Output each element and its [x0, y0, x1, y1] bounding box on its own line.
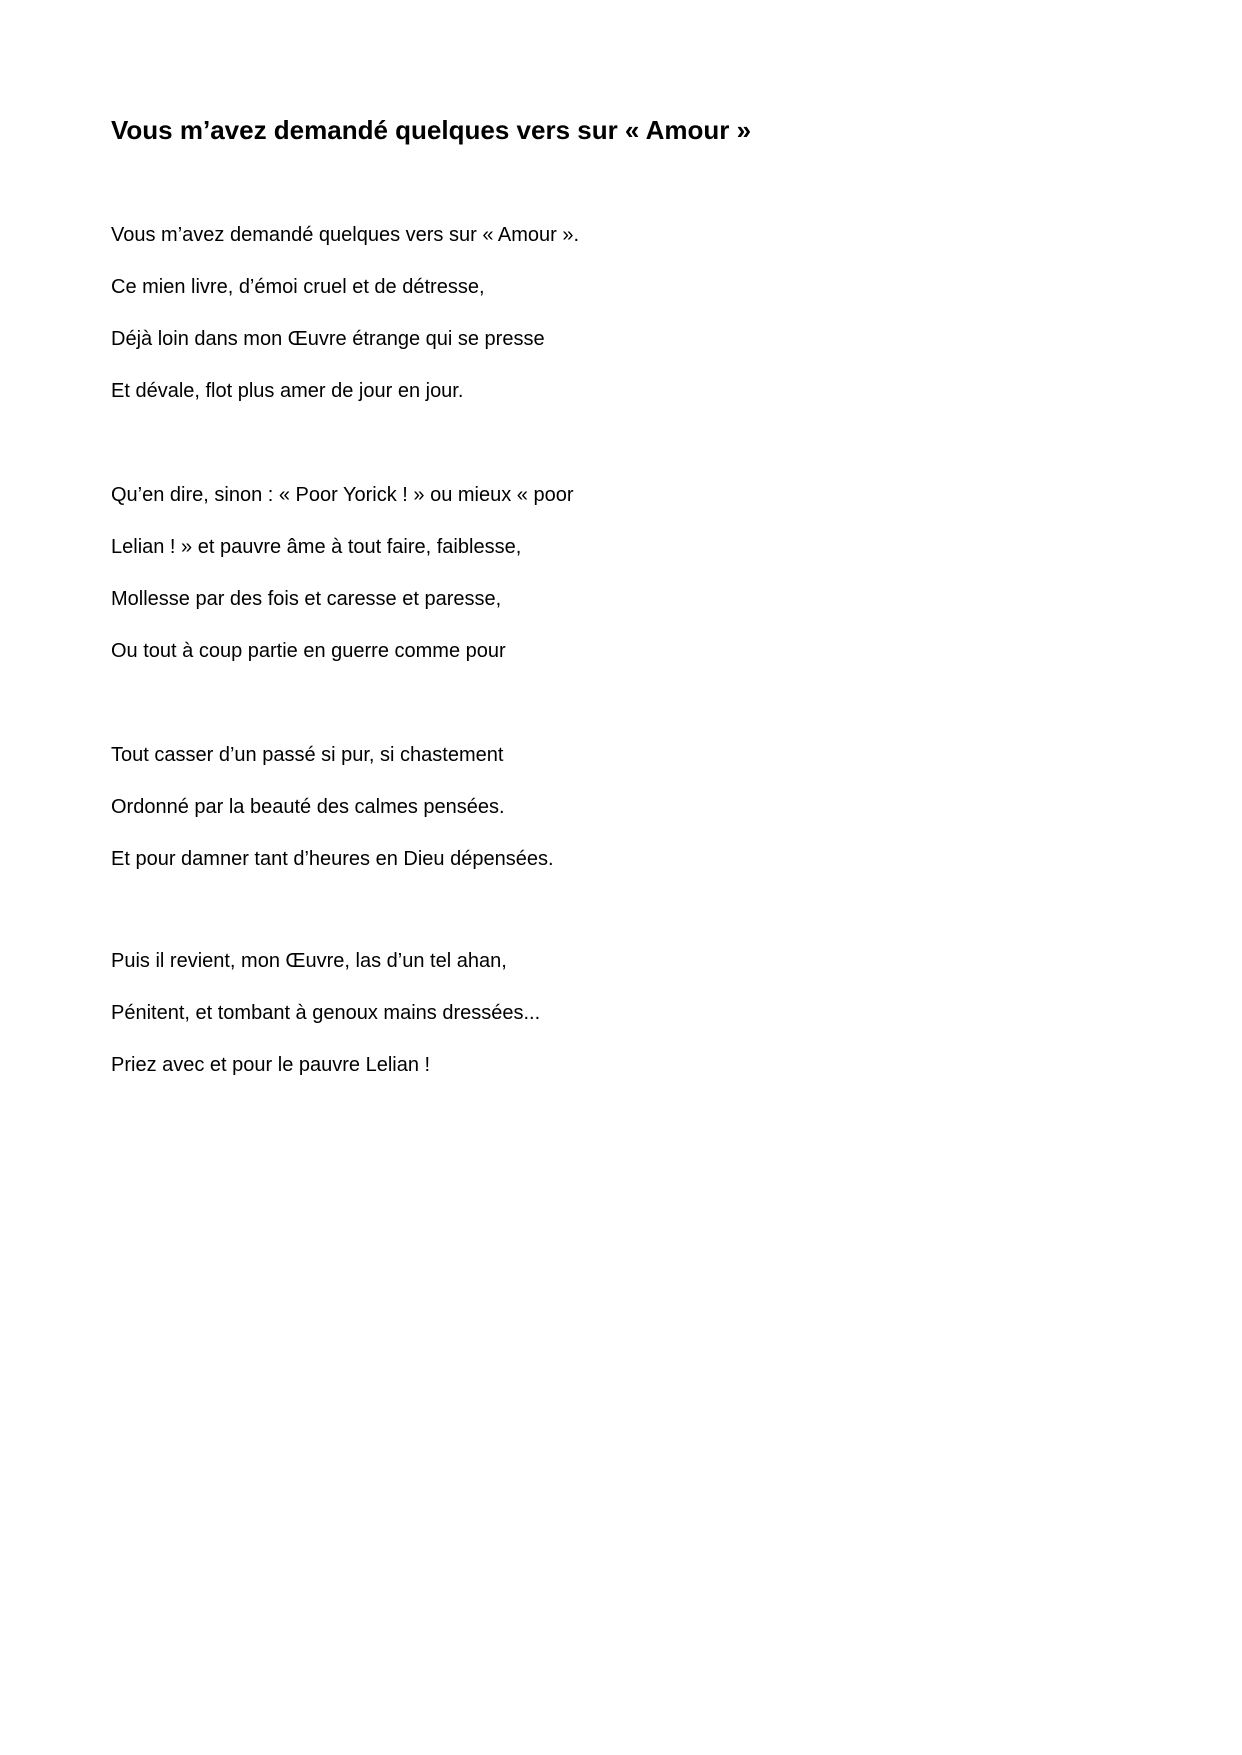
verse-line: Priez avec et pour le pauvre Lelian ! [111, 1054, 431, 1076]
verse-line: Qu’en dire, sinon : « Poor Yorick ! » ou mieux « poor [111, 484, 574, 506]
verse-line: Et dévale, flot plus amer de jour en jour. [111, 380, 464, 402]
verse-line: Vous m’avez demandé quelques vers sur « Amour ». [111, 224, 580, 246]
verse-line: Pénitent, et tombant à genoux mains dressées... [111, 1002, 541, 1024]
verse-line: Déjà loin dans mon Œuvre étrange qui se presse [111, 328, 545, 350]
verse-line: Ordonné par la beauté des calmes pensées. [111, 796, 505, 818]
verse-line: Tout casser d’un passé si pur, si chastement [111, 744, 504, 766]
verse-line: Puis il revient, mon Œuvre, las d’un tel ahan, [111, 950, 507, 972]
verse-line: Ou tout à coup partie en guerre comme pour [111, 640, 506, 662]
verse-line: Et pour damner tant d’heures en Dieu dépensées. [111, 848, 554, 870]
verse-line: Ce mien livre, d’émoi cruel et de détresse, [111, 276, 485, 298]
verse-line: Lelian ! » et pauvre âme à tout faire, faiblesse, [111, 536, 522, 558]
poem-title: Vous m’avez demandé quelques vers sur « Amour » [111, 115, 752, 145]
verse-line: Mollesse par des fois et caresse et paresse, [111, 588, 502, 610]
